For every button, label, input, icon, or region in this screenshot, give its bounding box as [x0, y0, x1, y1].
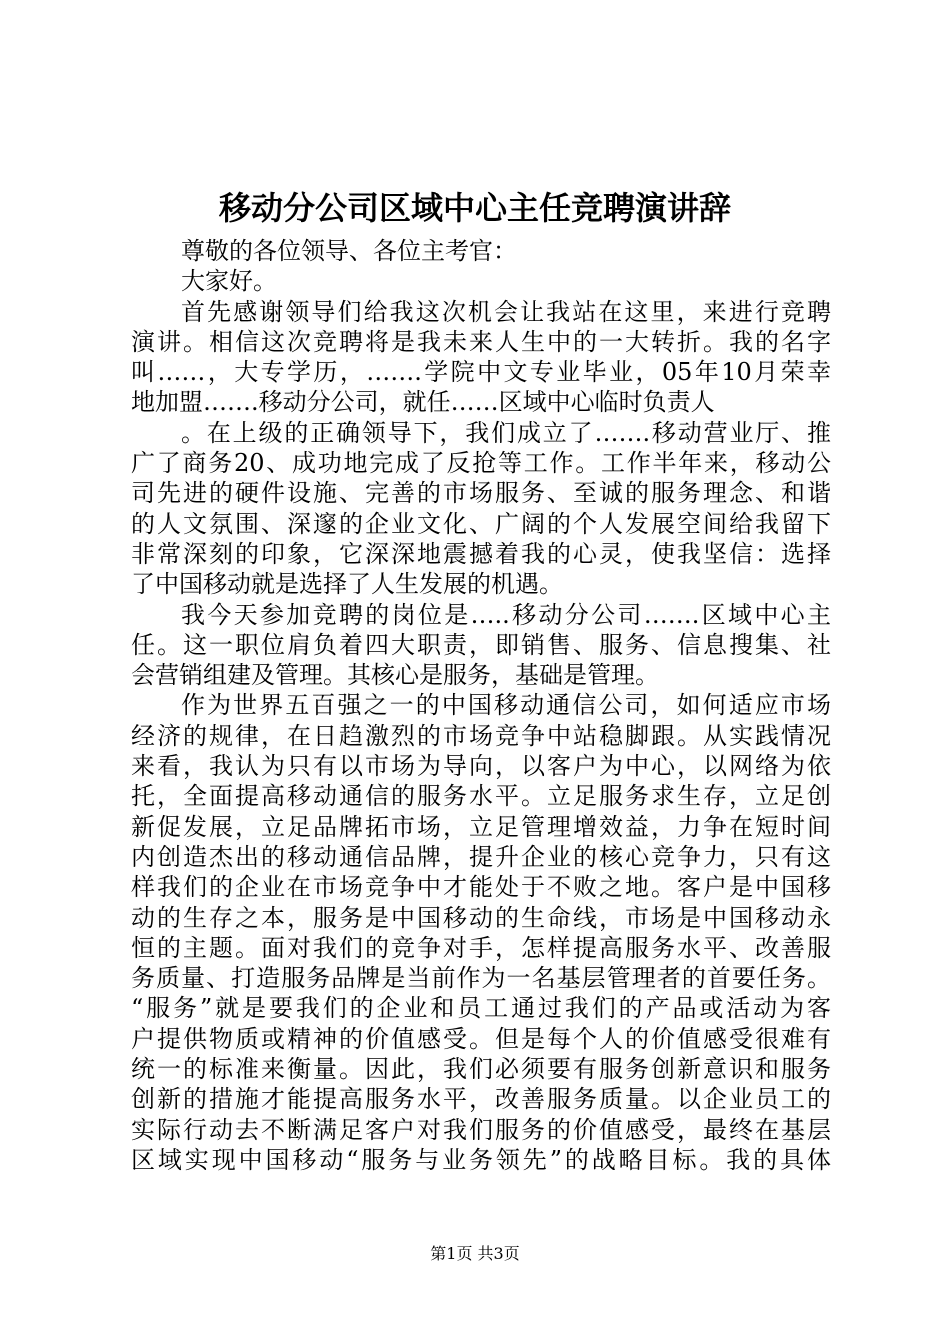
body-line: 广了商务20、成功地完成了反抢等工作。工作半年来，移动公: [131, 449, 831, 478]
body-line: 经济的规律，在日趋激烈的市场竞争中站稳脚跟。从实践情况: [131, 721, 831, 750]
body-line: 任。这一职位肩负着四大职责，即销售、服务、信息搜集、社: [131, 630, 831, 659]
body-line: 会营销组建及管理。其核心是服务，基础是管理。: [131, 661, 659, 690]
document-body: [131, 236, 831, 1175]
body-line: 样我们的企业在市场竞争中才能处于不败之地。客户是中国移: [131, 873, 831, 902]
body-line: 了中国移动就是选择了人生发展的机遇。: [131, 570, 563, 599]
page-footer: 第1页 共3页: [430, 1244, 520, 1263]
body-line: 尊敬的各位领导、各位主考官：: [181, 237, 517, 265]
body-line: 。在上级的正确领导下，我们成立了…….移动营业厅、推: [181, 418, 831, 447]
body-line: 务质量、打造服务品牌是当前作为一名基层管理者的首要任务。: [131, 964, 831, 993]
body-line: 司先进的硬件设施、完善的市场服务、至诚的服务理念、和谐: [131, 479, 831, 508]
body-line: 区域实现中国移动“服务与业务领先”的战略目标。我的具体: [131, 1145, 831, 1174]
body-line: 户提供物质或精神的价值感受。但是每个人的价值感受很难有: [131, 1024, 831, 1053]
body-line: 动的生存之本，服务是中国移动的生命线，市场是中国移动永: [131, 903, 831, 932]
body-line: 作为世界五百强之一的中国移动通信公司，如何适应市场: [181, 691, 831, 720]
body-line: 演讲。相信这次竞聘将是我未来人生中的一大转折。我的名字: [131, 327, 831, 356]
body-line: 创新的措施才能提高服务水平，改善服务质量。以企业员工的: [131, 1085, 831, 1114]
body-line: 内创造杰出的移动通信品牌，提升企业的核心竞争力，只有这: [131, 842, 831, 871]
body-line: 实际行动去不断满足客户对我们服务的价值感受，最终在基层: [131, 1115, 831, 1144]
body-line: 来看，我认为只有以市场为导向，以客户为中心，以网络为依: [131, 752, 831, 781]
body-line: 新促发展，立足品牌拓市场，立足管理增效益，力争在短时间: [131, 812, 831, 841]
body-line: 我今天参加竞聘的岗位是…..移动分公司…….区域中心主: [181, 600, 831, 629]
document-title: 移动分公司区域中心主任竞聘演讲辞: [218, 189, 731, 227]
body-line: 地加盟…….移动分公司，就任……区域中心临时负责人: [131, 388, 715, 417]
body-line: 托，全面提高移动通信的服务水平。立足服务求生存，立足创: [131, 782, 831, 811]
body-line: “服务”就是要我们的企业和员工通过我们的产品或活动为客: [131, 994, 831, 1023]
body-line: 非常深刻的印象，它深深地震撼着我的心灵，使我坚信：选择: [131, 539, 831, 568]
body-line: 叫……，大专学历，…….学院中文专业毕业，05年10月荣幸: [131, 358, 831, 387]
body-line: 统一的标准来衡量。因此，我们必须要有服务创新意识和服务: [131, 1055, 831, 1084]
body-line: 大家好。: [181, 267, 277, 296]
body-line: 首先感谢领导们给我这次机会让我站在这里，来进行竞聘: [181, 297, 831, 326]
body-line: 恒的主题。面对我们的竞争对手，怎样提高服务水平、改善服: [131, 933, 831, 962]
body-line: 的人文氛围、深邃的企业文化、广阔的个人发展空间给我留下: [131, 509, 831, 538]
